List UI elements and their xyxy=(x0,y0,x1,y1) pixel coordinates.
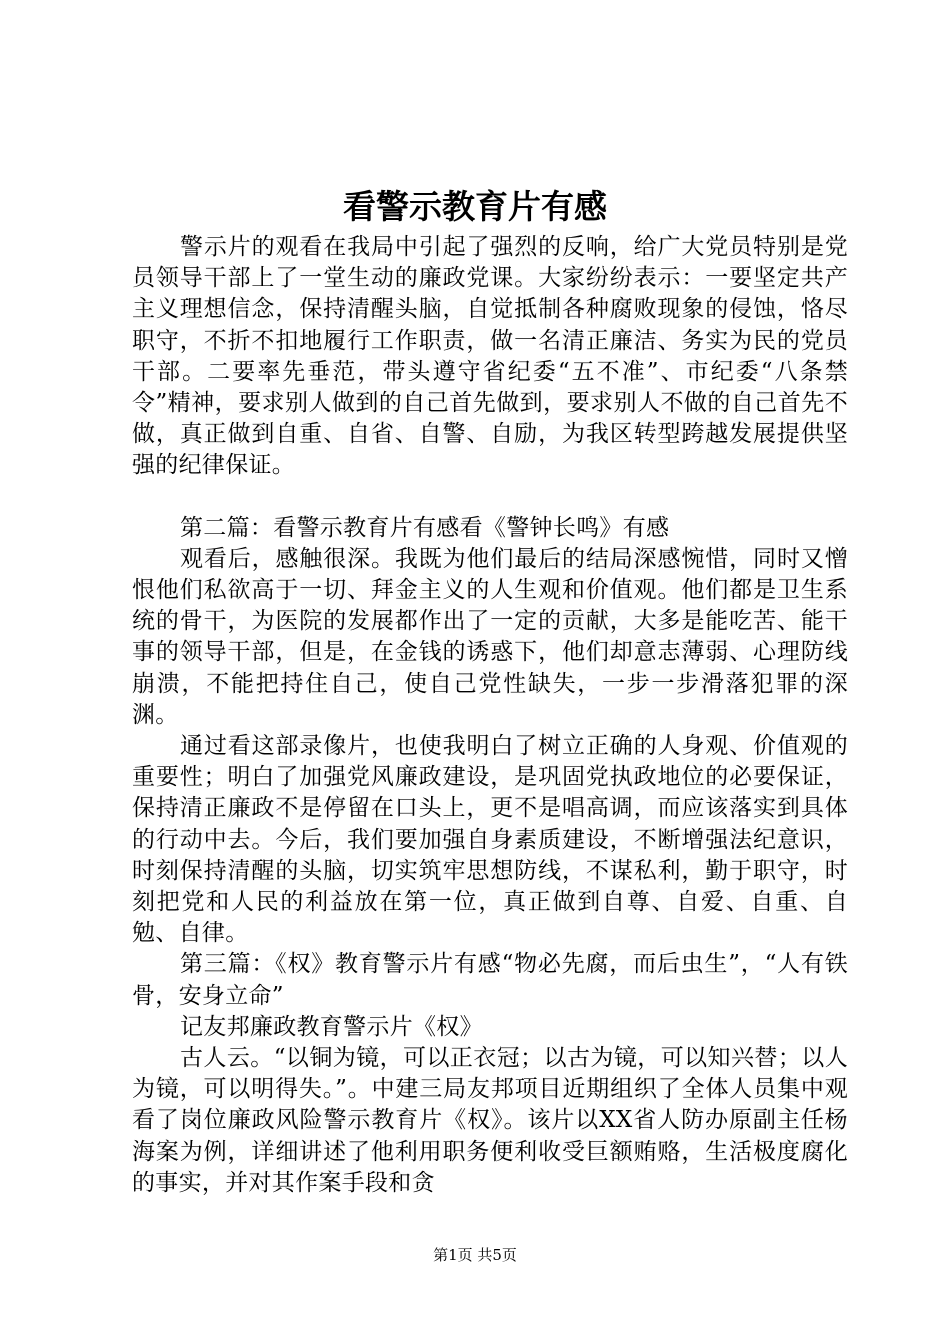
paragraph-3: 通过看这部录像片，也使我明白了树立正确的人身观、价值观的重要性；明白了加强党风廉政建设，是巩固党执政地位的必要保证，保持清正廉政不是停留在口头上，更不是唱高调，而应该落实到具体的行动中去。今后，我们要加强自身素质建设，不断增强法纪意识，时刻保持清醒的头脑，切实筑牢思想防线，不谋私利，勤于职守，时刻把党和人民的利益放在第一位，真正做到自尊、自爱、自重、自勉、自律。 xyxy=(132,733,848,947)
section-heading-3: 第三篇：《权》教育警示片有感“物必先腐，而后虫生”，“人有铁骨，安身立命” xyxy=(132,951,848,1009)
paragraph-1: 警示片的观看在我局中引起了强烈的反响，给广大党员特别是党员领导干部上了一堂生动的廉政党课。大家纷纷表示：一要坚定共产主义理想信念，保持清醒头脑，自觉抵制各种腐败现象的侵蚀，恪尽职守，不折不扣地履行工作职责，做一名清正廉洁、务实为民的党员干部。二要率先垂范，带头遵守省纪委“五不准”、市纪委“八条禁令”精神，要求别人做到的自己首先做到，要求别人不做的自己首先不做，真正做到自重、自省、自警、自励，为我区转型跨越发展提供坚强的纪律保证。 xyxy=(132,234,848,479)
document-body xyxy=(132,232,848,1199)
page-number-footer: 第1页 共5页 xyxy=(433,1246,517,1264)
paragraph-spacer xyxy=(132,482,848,513)
subtitle-line: 记友邦廉政教育警示片《权》 xyxy=(180,1013,483,1040)
paragraph-4: 古人云。“以铜为镜，可以正衣冠；以古为镜，可以知兴替；以人为镜，可以明得失。”。中建三局友邦项目近期组织了全体人员集中观看了岗位廉政风险警示教育片《权》。该片以XX省人防办原副主任杨海案为例，详细讲述了他利用职务便利收受巨额贿赂，生活极度腐化的事实，并对其作案手段和贪 xyxy=(132,1045,848,1196)
paragraph-2: 观看后，感触很深。我既为他们最后的结局深感惋惜，同时又憎恨他们私欲高于一切、拜金主义的人生观和价值观。他们都是卫生系统的骨干，为医院的发展都作出了一定的贡献，大多是能吃苦、能干事的领导干部，但是，在金钱的诱惑下，他们却意志薄弱、心理防线崩溃，不能把持住自己，使自己党性缺失，一步一步滑落犯罪的深渊。 xyxy=(132,545,848,728)
section-heading-2: 第二篇：看警示教育片有感看《警钟长鸣》有感 xyxy=(180,514,670,541)
document-title: 看警示教育片有感 xyxy=(343,187,607,226)
